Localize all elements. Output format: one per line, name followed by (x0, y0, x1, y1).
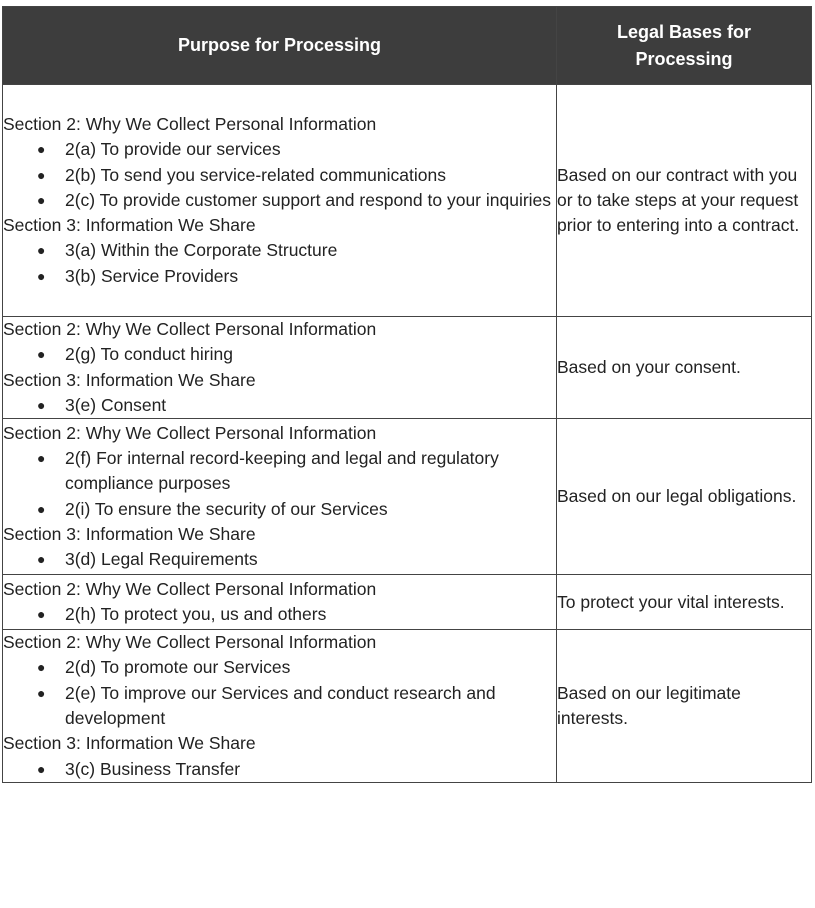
legal-basis-cell: Based on our contract with you or to take steps at your request prior to entering into a contract. (557, 85, 812, 317)
list-item-text: 2(f) For internal record-keeping and legal and regulatory compliance purposes (65, 448, 499, 494)
list-item-text: 3(b) Service Providers (65, 265, 239, 286)
table-row (3, 85, 812, 317)
list-item-text: 2(h) To protect you, us and others (65, 604, 327, 625)
purpose-cell (3, 630, 557, 783)
bullet-list (3, 757, 556, 782)
list-item (3, 393, 556, 418)
bullet-icon: ● (37, 500, 46, 517)
list-item (3, 238, 556, 263)
bullet-icon: ● (37, 242, 46, 259)
list-item-text: 3(e) Consent (65, 394, 167, 415)
section-heading: Section 3: Information We Share (3, 369, 256, 390)
table-row (3, 419, 812, 575)
list-item (3, 446, 556, 497)
purpose-cell (3, 419, 557, 575)
bullet-icon: ● (37, 141, 46, 158)
list-item (3, 137, 556, 162)
list-item-text: 3(a) Within the Corporate Structure (65, 240, 338, 261)
list-item-text: 3(d) Legal Requirements (65, 549, 258, 570)
bullet-list (3, 547, 556, 572)
legal-basis-cell: Based on our legitimate interests. (557, 630, 812, 783)
list-item (3, 342, 556, 367)
legal-bases-table (2, 6, 812, 783)
bullet-icon: ● (37, 450, 46, 467)
section-heading: Section 2: Why We Collect Personal Information (3, 632, 377, 653)
bullet-icon: ● (37, 551, 46, 568)
list-item-text: 2(g) To conduct hiring (65, 344, 233, 365)
bullet-list (3, 393, 556, 418)
list-item-text: 3(c) Business Transfer (65, 758, 241, 779)
bullet-icon: ● (37, 191, 46, 208)
section-heading: Section 3: Information We Share (3, 733, 256, 754)
list-item (3, 264, 556, 289)
list-item-text: 2(a) To provide our services (65, 139, 281, 160)
bullet-list (3, 602, 556, 627)
list-item (3, 547, 556, 572)
list-item (3, 757, 556, 782)
section-heading: Section 3: Information We Share (3, 215, 256, 236)
bullet-icon: ● (37, 346, 46, 363)
bullet-icon: ● (37, 267, 46, 284)
table-row (3, 575, 812, 630)
purpose-header: Purpose for Processing (3, 7, 557, 85)
purpose-cell (3, 317, 557, 419)
purpose-cell (3, 85, 557, 317)
section-heading: Section 2: Why We Collect Personal Information (3, 113, 377, 134)
list-item-text: 2(d) To promote our Services (65, 657, 291, 678)
bullet-icon: ● (37, 760, 46, 777)
section-heading: Section 2: Why We Collect Personal Information (3, 578, 377, 599)
bullet-icon: ● (37, 166, 46, 183)
legal-basis-cell: Based on our legal obligations. (557, 419, 812, 575)
list-item-text: 2(c) To provide customer support and respond to your inquiries (65, 189, 552, 210)
legal-basis-cell: Based on your consent. (557, 317, 812, 419)
bullet-list (3, 137, 556, 213)
legal-basis-cell: To protect your vital interests. (557, 575, 812, 630)
list-item-text: 2(b) To send you service-related communications (65, 164, 446, 185)
bullet-list (3, 446, 556, 522)
purpose-cell (3, 575, 557, 630)
bullet-icon: ● (37, 659, 46, 676)
table-row (3, 317, 812, 419)
section-heading: Section 2: Why We Collect Personal Information (3, 422, 377, 443)
list-item (3, 188, 556, 213)
bullet-icon: ● (37, 396, 46, 413)
section-heading: Section 3: Information We Share (3, 523, 256, 544)
table-row (3, 630, 812, 783)
legal-bases-header: Legal Bases for Processing (557, 7, 812, 85)
list-item (3, 497, 556, 522)
bullet-list (3, 342, 556, 367)
table-header-row (3, 7, 812, 85)
list-item (3, 681, 556, 732)
list-item-text: 2(e) To improve our Services and conduct research and development (65, 682, 496, 729)
bullet-list (3, 238, 556, 289)
list-item (3, 163, 556, 188)
list-item-text: 2(i) To ensure the security of our Services (65, 498, 388, 519)
list-item (3, 655, 556, 680)
bullet-list (3, 655, 556, 731)
list-item (3, 602, 556, 627)
bullet-icon: ● (37, 684, 46, 701)
bullet-icon: ● (37, 606, 46, 623)
section-heading: Section 2: Why We Collect Personal Information (3, 319, 377, 339)
